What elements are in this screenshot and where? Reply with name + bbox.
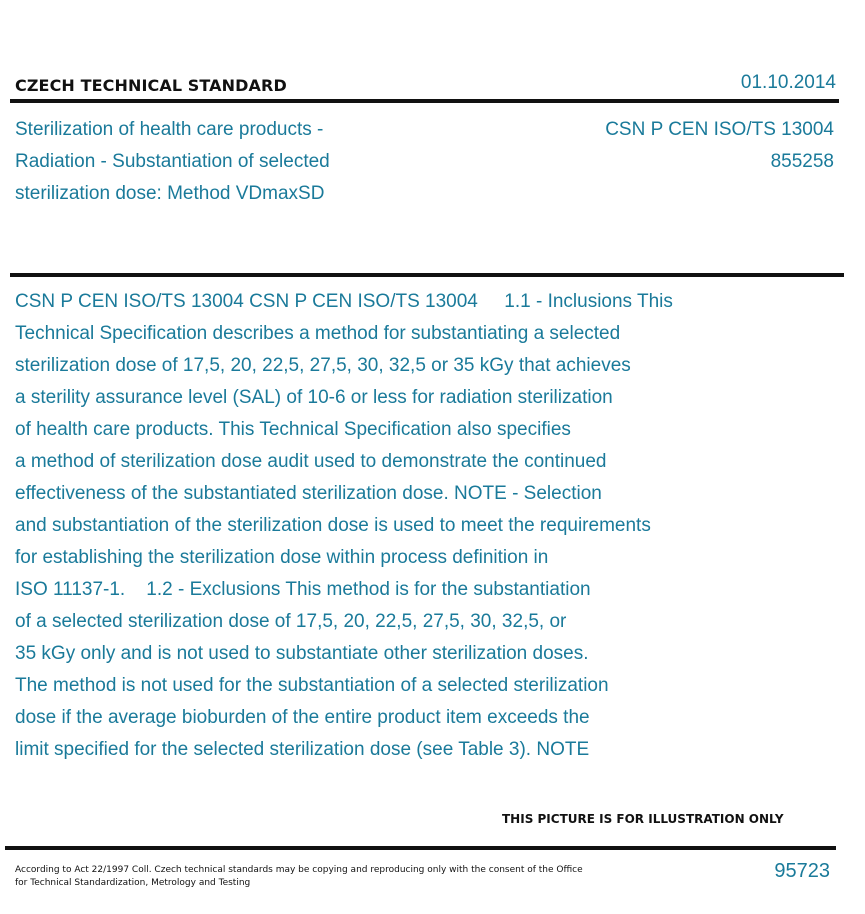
legal-notice-line: According to Act 22/1997 Coll. Czech technical standards may be copying and reproducing only with the consent of the Office <box>15 865 583 875</box>
abstract-line: for establishing the sterilization dose within process definition in <box>15 547 549 568</box>
abstract-line: sterilization dose of 17,5, 20, 22,5, 27,5, 30, 32,5 or 35 kGy that achieves <box>15 355 631 376</box>
standard-code: CSN P CEN ISO/TS 13004 <box>605 119 834 140</box>
publication-date: 01.10.2014 <box>740 72 836 93</box>
abstract-line: ISO 11137-1. 1.2 - Exclusions This method is for the substantiation <box>15 579 591 600</box>
title-divider <box>10 273 844 277</box>
footer-divider <box>5 846 836 850</box>
legal-notice <box>15 864 583 890</box>
standard-code-block <box>605 114 834 178</box>
class-number: 855258 <box>770 151 834 172</box>
document-type-label: CZECH TECHNICAL STANDARD <box>15 76 287 95</box>
standard-title <box>15 114 435 210</box>
catalog-number: 95723 <box>774 860 830 882</box>
abstract-line: of a selected sterilization dose of 17,5, 20, 22,5, 27,5, 30, 32,5, or <box>15 611 567 632</box>
abstract-line: effectiveness of the substantiated sterilization dose. NOTE - Selection <box>15 483 602 504</box>
header-divider <box>10 99 839 103</box>
abstract-line: The method is not used for the substantiation of a selected sterilization <box>15 675 609 696</box>
abstract-line: a sterility assurance level (SAL) of 10-6 or less for radiation sterilization <box>15 387 613 408</box>
abstract-line: CSN P CEN ISO/TS 13004 CSN P CEN ISO/TS 13004 1.1 - Inclusions This <box>15 291 673 312</box>
abstract-line: of health care products. This Technical Specification also specifies <box>15 419 571 440</box>
title-line: Sterilization of health care products - <box>15 119 324 140</box>
abstract-text <box>15 286 673 766</box>
title-line: sterilization dose: Method VDmaxSD <box>15 183 325 204</box>
title-line: Radiation - Substantiation of selected <box>15 151 330 172</box>
illustration-disclaimer: THIS PICTURE IS FOR ILLUSTRATION ONLY <box>502 812 784 826</box>
abstract-line: limit specified for the selected sterilization dose (see Table 3). NOTE <box>15 739 590 760</box>
abstract-line: 35 kGy only and is not used to substantiate other sterilization doses. <box>15 643 589 664</box>
abstract-line: a method of sterilization dose audit used to demonstrate the continued <box>15 451 607 472</box>
abstract-line: dose if the average bioburden of the entire product item exceeds the <box>15 707 590 728</box>
legal-notice-line: for Technical Standardization, Metrology and Testing <box>15 878 251 888</box>
abstract-line: Technical Specification describes a method for substantiating a selected <box>15 323 621 344</box>
abstract-line: and substantiation of the sterilization dose is used to meet the requirements <box>15 515 651 536</box>
